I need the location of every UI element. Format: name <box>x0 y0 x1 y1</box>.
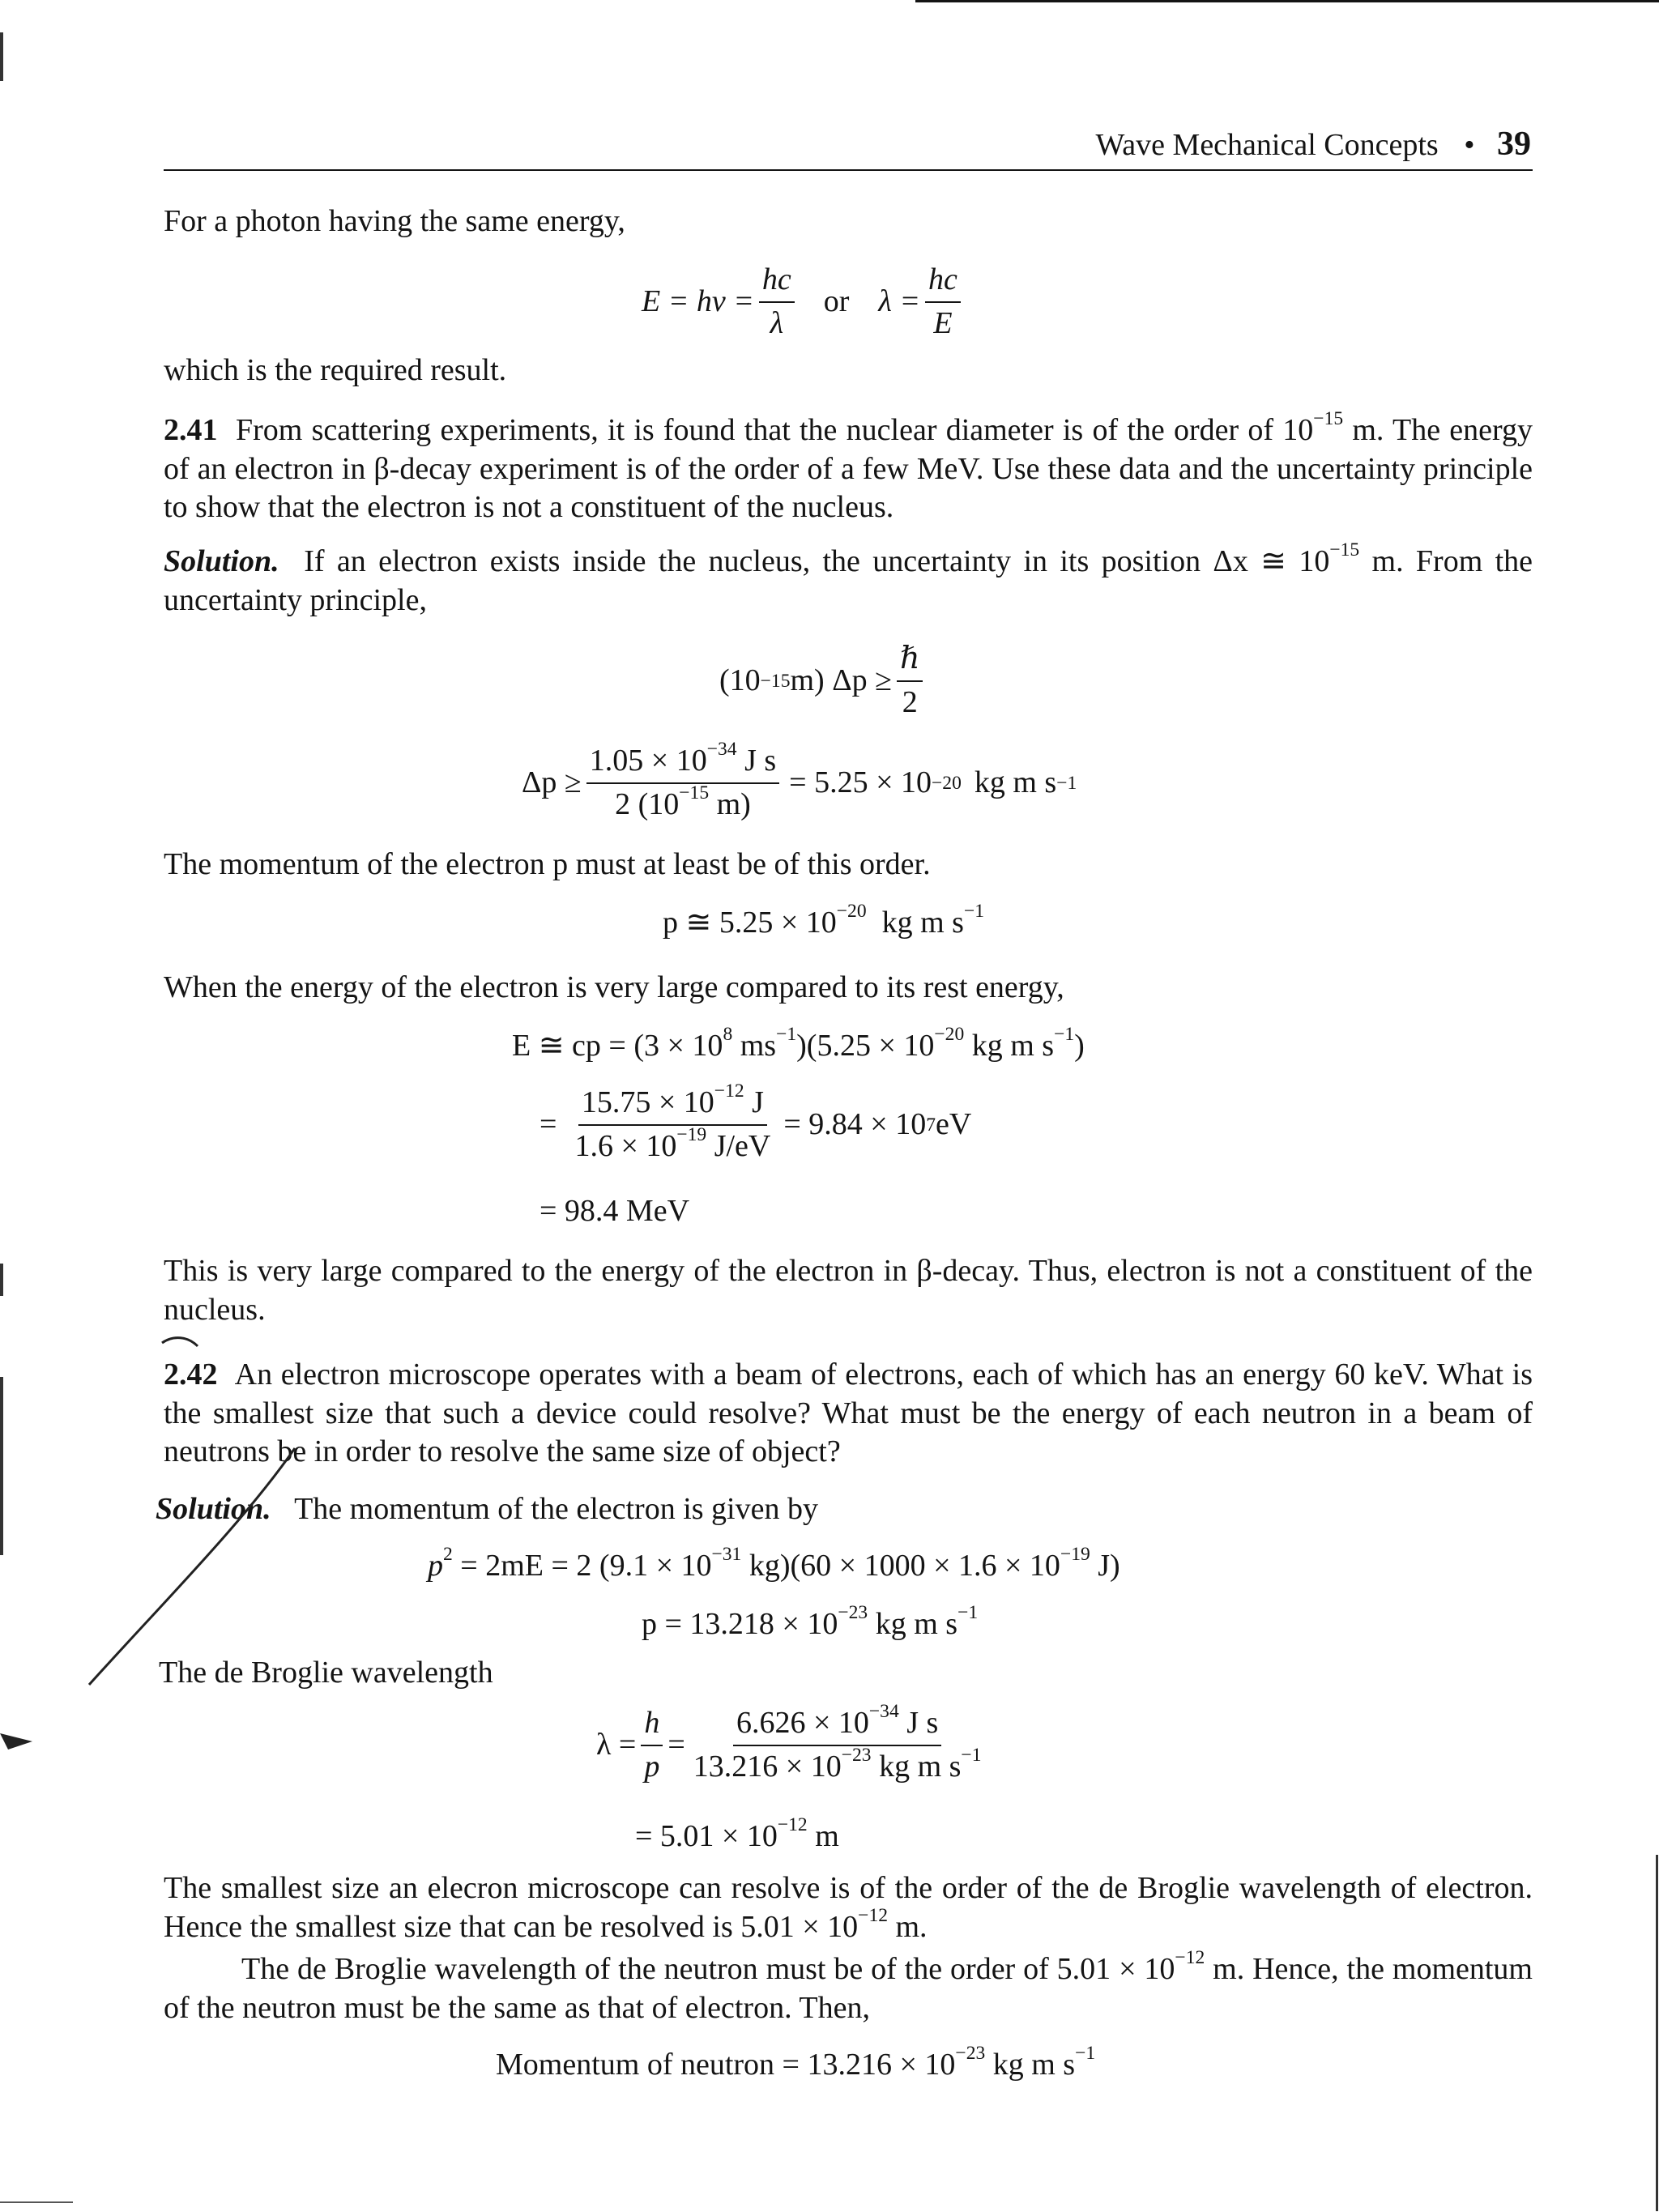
fraction: $\frac{15.75 \times 10^{-12} J}{1.6 \times 10^{-19} J/eV}$ <box>574 1080 771 1163</box>
solution-2-42: Solution. The momentum of the electron is given by <box>156 1492 818 1526</box>
fraction: $\frac{hc}{\lambda}$ <box>759 261 795 343</box>
de-broglie-equation: λ = $\frac{h}{p}$ = $\frac{6.626 \times 10^{-34} J s}{13.216 \times 10^{-23} kg m s^{-1}}$ <box>596 1704 989 1786</box>
momentum-order-text: The momentum of the electron p must at least be of this order. <box>164 847 931 881</box>
problem-number: 2.42 <box>164 1357 218 1392</box>
neutron-text: The de Broglie wavelength of the neutron must be of the order of $5.01 \times 10^{-12}$ m. Hence, the momentum of the neutron must be the same as that of electron. Then, <box>164 1947 1533 2025</box>
solution-label: Solution. <box>156 1492 271 1526</box>
kinetic-momentum-equation: $p^2 = 2mE = 2$ ($9.1 \times 10^{-31}$ $kg)(60 \times 1000 \times 1.6 \times 10^{-19}$ J) <box>428 1544 1120 1583</box>
solution-label: Solution. <box>164 544 279 578</box>
momentum-value: p ≅ $5.25 \times 10^{-20}$ kg m $s^{-1}$ <box>663 901 985 940</box>
fraction: $\frac{\text{ℏ}}{2}$ <box>897 640 923 722</box>
electron-momentum-value: $p = 13.218 \times 10^{-23}$ kg m $s^{-1}$ <box>642 1602 979 1641</box>
fraction: $\frac{hc}{E}$ <box>925 261 961 343</box>
problem-2-41: 2.41 From scattering experiments, it is found that the nuclear diameter is of the order of $10^{-15}$ m. The energy of an electron in β-decay experiment is of the order of a few MeV. Use these data and the uncertainty principle to show that the electron is not a constituent of the nucleus. <box>164 408 1533 524</box>
solution-2-41: Solution. If an electron exists inside the nucleus, the uncertainty in its position Δx ≅ $10^{-15}$ m. From the uncertainty principle, <box>164 539 1533 617</box>
fraction: $\frac{h}{p}$ <box>641 1704 663 1786</box>
uncertainty-equation: (10 −15 m) Δp ≥ $\frac{\text{ℏ}}{2}$ <box>719 640 928 722</box>
header-title: Wave Mechanical Concepts <box>1095 128 1439 162</box>
rest-energy-text: When the energy of the electron is very large compared to its rest energy, <box>164 970 1064 1004</box>
problem-2-42: 2.42 An electron microscope operates with a beam of electrons, each of which has an energy 60 keV. What is the smallest size that such a device could resolve? What must be the energy of each neutron in a beam of neutrons be in order to resolve the same size of object? <box>164 1357 1533 1468</box>
pen-stroke-arrow <box>0 1733 32 1750</box>
neutron-momentum-equation: Momentum of neutron = $13.216 \times 10^{-23}$ kg m $s^{-1}$ <box>496 2043 1096 2082</box>
pen-stroke-curl <box>162 1338 198 1346</box>
intro-line: For a photon having the same energy, <box>164 204 625 238</box>
fraction: $\frac{6.626 \times 10^{-34} J s}{13.216 \times 10^{-23} kg m s^{-1}}$ <box>693 1701 982 1784</box>
fraction: $\frac{1.05 \times 10^{-34} J s}{2 (10^{-15} m)}$ <box>586 742 779 824</box>
page-number: 39 <box>1497 126 1531 163</box>
intro-after: which is the required result. <box>164 353 507 387</box>
energy-equation: E ≅ cp = ($3 \times 10^8$ $ms^{-1})(5.25 \times 10^{-20}$ kg m $s^{-1}$) <box>512 1024 1085 1063</box>
eq-lhs: E = hν = <box>642 283 754 318</box>
header-bullet: • <box>1464 128 1475 162</box>
energy-conversion-equation: = $\frac{15.75 \times 10^{-12} J}{1.6 \times 10^{-19} J/eV}$ = 9.84 × 10 7 eV <box>539 1084 971 1166</box>
eq-lambda: λ = <box>878 283 921 318</box>
energy-result: = 98.4 MeV <box>539 1194 690 1228</box>
problem-number: 2.41 <box>164 413 218 447</box>
wavelength-result: = $5.01 \times 10^{-12}$ m <box>635 1814 839 1853</box>
de-broglie-label: The de Broglie wavelength <box>159 1656 493 1690</box>
eq-or: or <box>823 283 850 318</box>
conclusion-2-41: This is very large compared to the energy of the electron in β-decay. Thus, electron is not a constituent of the nucleus. <box>164 1254 1533 1327</box>
momentum-equation: Δp ≥ $\frac{1.05 \times 10^{-34} J s}{2 (10^{-15} m)}$ = 5.25 × 10 −20 kg m s −1 <box>522 742 1077 824</box>
pen-stroke-diagonal <box>89 1448 295 1685</box>
resolution-text: The smallest size an elecron microscope can resolve is of the order of the de Broglie wavelength of electron. Hence the smallest size that can be resolved is $5.01 \times 10^{-12}$ m. <box>164 1871 1533 1944</box>
